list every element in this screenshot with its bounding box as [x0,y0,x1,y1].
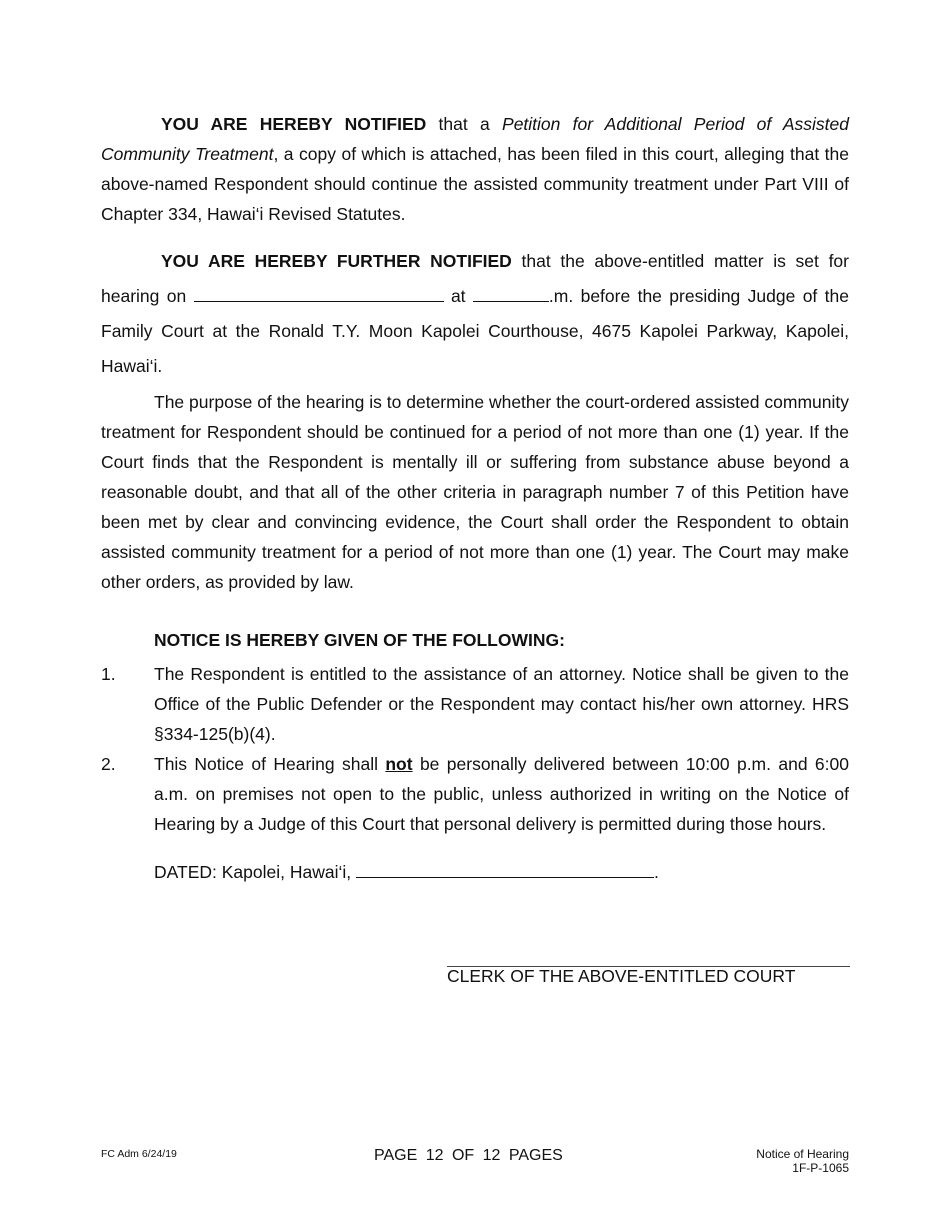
date-blank[interactable] [356,859,654,878]
further-text-b: at [443,286,473,306]
emphasis-not: not [385,754,413,774]
item-text: The Respondent is entitled to the assistance of an attorney. Notice shall be given to the Office of the Public Defender or the Respondent may contact his/her own attorney. HRS §334-125(b)(4). [154,664,849,744]
hearing-date-blank[interactable] [194,283,444,302]
form-id [756,1147,849,1175]
dated-label: DATED: Kapolei, Hawai‘i, [154,862,356,882]
further-notice-bold: YOU ARE HEREBY FURTHER NOTIFIED [161,251,512,271]
hearing-time-blank[interactable] [473,283,549,302]
form-number: 1F-P-1065 [792,1161,849,1175]
notice-text-a: that a [426,114,503,134]
purpose-paragraph: The purpose of the hearing is to determine whether the court-ordered assisted community treatment for Respondent should be continued for a period of not more than one (1) year. If the Court finds that the Respondent is mentally ill or suffering from substance abuse beyond a reasonable doubt, and that all of the other criteria in paragraph number 7 of this Petition have been met by clear and convincing evidence, the Court shall order the Respondent to obtain assisted community treatment for a period of not more than one (1) year. The Court may make other orders, as provided by law. [101,392,849,592]
further-text-a: that the above-entitled matter is set for hearing on [101,251,849,306]
clerk-signature-label: CLERK OF THE ABOVE-ENTITLED COURT [447,966,796,986]
petition-title: Petition for Additional Period of Assisted Community Treatment [101,114,850,164]
item-number: 2. [101,754,116,774]
notice-bold: YOU ARE HEREBY NOTIFIED [161,114,427,134]
notice-paragraph [101,109,849,229]
further-notice-paragraph [101,244,849,384]
dated-line [154,859,659,883]
further-text-c: .m. before the presiding Judge of the Family Court at the Ronald T.Y. Moon Kapolei Courthouse, 4675 Kapolei Parkway, Kapolei, Hawai‘i. [101,286,849,376]
list-item [101,749,849,839]
dated-end: . [653,862,659,882]
form-revision: FC Adm 6/24/19 [101,1148,177,1160]
item-text-a: This Notice of Hearing shall [154,754,386,774]
item-number: 1. [101,664,116,684]
list-item [101,659,849,749]
notice-text-b: , a copy of which is attached, has been filed in this court, alleging that the above-named Respondent should continue the assisted community treatment under Part VIII of Chapter 334, Hawai‘i Revised Statutes. [101,144,849,224]
page-number: PAGE 12 OF 12 PAGES [374,1147,563,1164]
notice-heading: NOTICE IS HEREBY GIVEN OF THE FOLLOWING: [154,630,565,650]
form-title: Notice of Hearing [756,1147,849,1161]
item-text-b: be personally delivered between 10:00 p.m. and 6:00 a.m. on premises not open to the public, unless authorized in writing on the Notice of Hearing by a Judge of this Court that personal delivery is permitted during those hours. [154,754,849,834]
item-text [154,749,849,839]
